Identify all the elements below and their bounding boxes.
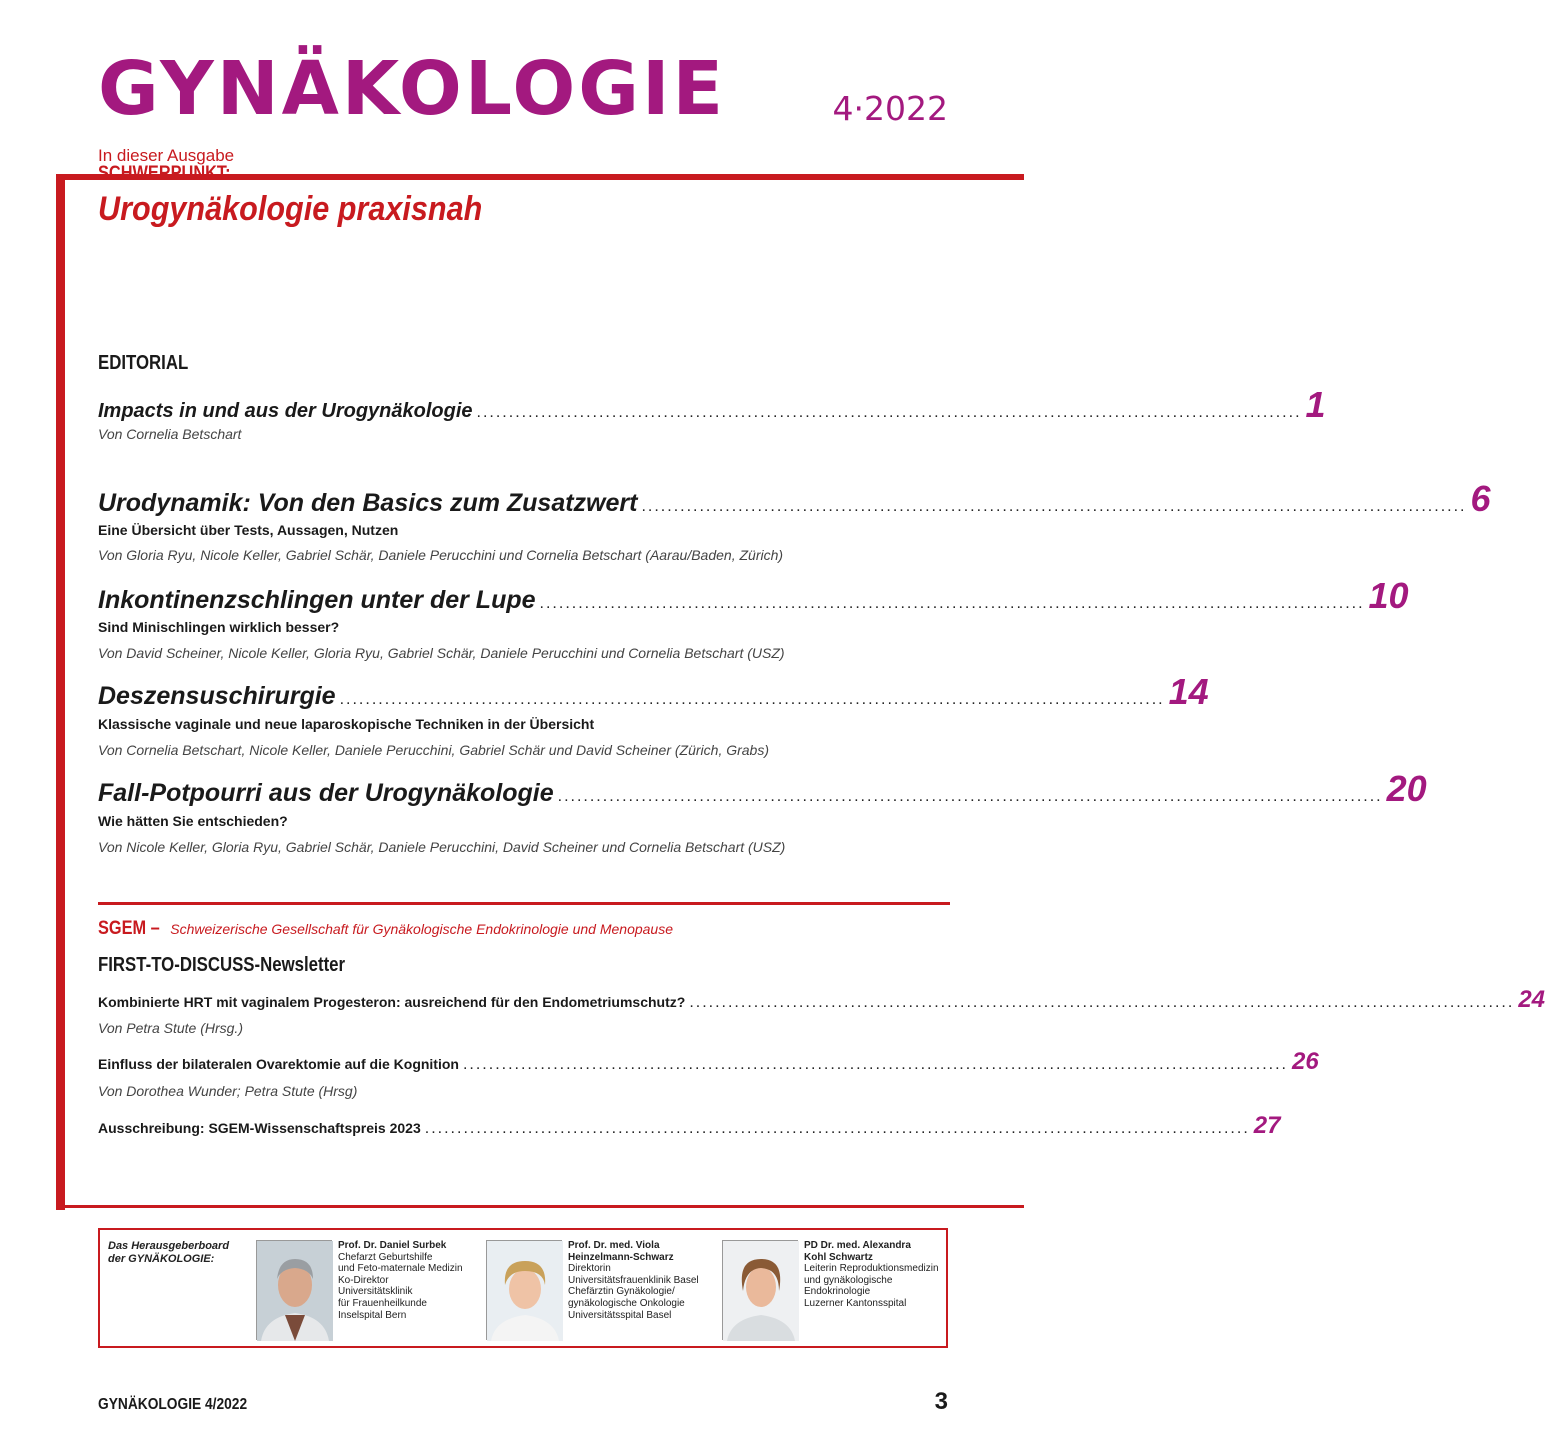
issue-number: 4·2022 bbox=[832, 89, 948, 128]
board-member-3: PD Dr. med. Alexandra Kohl Schwartz Leiterin Reproduktionsmedizin und gynäkologische Endokrinologie Luzerner Kantonsspital bbox=[804, 1240, 939, 1309]
toc-entry-authors: Von Nicole Keller, Gloria Ryu, Gabriel Schär, Daniele Perucchini, David Scheiner und Cornelia Betschart (USZ) bbox=[98, 839, 786, 855]
toc-entry-title: Impacts in und aus der Urogynäkologie bbox=[98, 400, 473, 422]
toc-entry-title: Kombinierte HRT mit vaginalem Progesteron: ausreichend für den Endometriumschutz? bbox=[98, 994, 686, 1010]
toc-page-number: 26 bbox=[1291, 1048, 1319, 1075]
toc-page-number: 24 bbox=[1518, 986, 1545, 1013]
sgem-header bbox=[98, 918, 673, 940]
board-label: Das Herausgeberboard der GYNÄKOLOGIE: bbox=[108, 1240, 230, 1265]
sgem-label: SGEM – bbox=[98, 918, 160, 939]
sgem-full-name: Schweizerische Gesellschaft für Gynäkologische Endokrinologie und Menopause bbox=[170, 921, 673, 937]
focus-title: Urogynäkologie praxisnah bbox=[98, 190, 483, 228]
leader-dots: ................................................................................................................................ bbox=[476, 404, 1302, 421]
leader-dots: ................................................................................................................................ bbox=[462, 1056, 1288, 1073]
frame-bottom-rule bbox=[56, 1205, 1024, 1208]
toc-entry-title: Urodynamik: Von den Basics zum Zusatzwert bbox=[98, 489, 638, 517]
toc-entry-subtitle: Klassische vaginale und neue laparoskopische Techniken in der Übersicht bbox=[98, 716, 595, 732]
board-member-1: Prof. Dr. Daniel Surbek Chefarzt Geburtshilfe und Feto-maternale Medizin Ko-Direktor Universitätsklinik für Frauenheilkunde Inselspital Bern bbox=[338, 1240, 463, 1321]
magazine-title: GYNÄKOLOGIE bbox=[98, 46, 727, 132]
toc-entry-article-2[interactable] bbox=[98, 575, 1409, 617]
board-member-2: Prof. Dr. med. Viola Heinzelmann-Schwarz Direktorin Universitätsfrauenklinik Basel Chefärztin Gynäkologie/ gynäkologische Onkologie Universitätsspital Basel bbox=[568, 1240, 699, 1321]
toc-page-number: 14 bbox=[1168, 671, 1209, 712]
toc-entry-article-1[interactable] bbox=[98, 478, 1491, 520]
toc-entry-author: Von Dorothea Wunder; Petra Stute (Hrsg) bbox=[98, 1083, 358, 1099]
toc-page-number: 6 bbox=[1470, 478, 1491, 519]
footer-page-number: 3 bbox=[934, 1388, 948, 1415]
toc-entry-authors: Von Cornelia Betschart, Nicole Keller, Daniele Perucchini, Gabriel Schär und David Scheiner (Zürich, Grabs) bbox=[98, 742, 770, 758]
toc-entry-sgem-2[interactable] bbox=[98, 1048, 1319, 1076]
leader-dots: ................................................................................................................................ bbox=[539, 595, 1365, 612]
footer-journal-issue: GYNÄKOLOGIE 4/2022 bbox=[98, 1396, 248, 1413]
editorial-board-box bbox=[98, 1228, 948, 1348]
leader-dots: ................................................................................................................................ bbox=[424, 1120, 1250, 1137]
toc-page-number: 20 bbox=[1386, 768, 1427, 809]
toc-entry-author: Von Petra Stute (Hrsg.) bbox=[98, 1020, 243, 1036]
toc-entry-title: Einfluss der bilateralen Ovarektomie auf die Kognition bbox=[98, 1056, 459, 1072]
board-member-photo bbox=[256, 1240, 332, 1340]
toc-entry-author: Von Cornelia Betschart bbox=[98, 426, 242, 442]
board-member-photo bbox=[722, 1240, 798, 1340]
board-member-photo bbox=[486, 1240, 562, 1340]
toc-entry-subtitle: Wie hätten Sie entschieden? bbox=[98, 813, 288, 829]
sgem-divider bbox=[98, 902, 950, 905]
toc-entry-authors: Von David Scheiner, Nicole Keller, Gloria Ryu, Gabriel Schär, Daniele Perucchini und Cornelia Betschart (USZ) bbox=[98, 645, 785, 661]
toc-entry-subtitle: Eine Übersicht über Tests, Aussagen, Nutzen bbox=[98, 522, 399, 538]
toc-page-number: 27 bbox=[1253, 1112, 1281, 1139]
editorial-heading: EDITORIAL bbox=[98, 352, 189, 374]
toc-entry-sgem-3[interactable] bbox=[98, 1112, 1281, 1140]
frame-left-rule bbox=[56, 174, 65, 1210]
leader-dots: ................................................................................................................................ bbox=[689, 994, 1515, 1011]
toc-entry-authors: Von Gloria Ryu, Nicole Keller, Gabriel Schär, Daniele Perucchini und Cornelia Betschart (Aarau/Baden, Zürich) bbox=[98, 547, 784, 563]
toc-entry-article-4[interactable] bbox=[98, 768, 1427, 810]
leader-dots: ................................................................................................................................ bbox=[641, 498, 1467, 515]
toc-entry-article-3[interactable] bbox=[98, 671, 1209, 713]
newsletter-heading: FIRST-TO-DISCUSS-Newsletter bbox=[98, 954, 346, 976]
focus-label: SCHWERPUNKT: bbox=[98, 163, 231, 184]
toc-entry-title: Inkontinenzschlingen unter der Lupe bbox=[98, 586, 536, 614]
toc-entry-title: Deszensuschirurgie bbox=[98, 682, 336, 710]
toc-page-number: 10 bbox=[1368, 575, 1409, 616]
toc-entry-subtitle: Sind Minischlingen wirklich besser? bbox=[98, 619, 340, 635]
toc-entry-editorial[interactable] bbox=[98, 384, 1326, 426]
issue-subtitle: In dieser Ausgabe bbox=[98, 146, 235, 165]
toc-entry-sgem-1[interactable] bbox=[98, 986, 1545, 1014]
toc-page-number: 1 bbox=[1305, 384, 1326, 425]
toc-entry-title: Fall-Potpourri aus der Urogynäkologie bbox=[98, 779, 554, 807]
leader-dots: ................................................................................................................................ bbox=[557, 788, 1383, 805]
leader-dots: ................................................................................................................................ bbox=[339, 691, 1165, 708]
toc-entry-title: Ausschreibung: SGEM-Wissenschaftspreis 2023 bbox=[98, 1120, 421, 1136]
